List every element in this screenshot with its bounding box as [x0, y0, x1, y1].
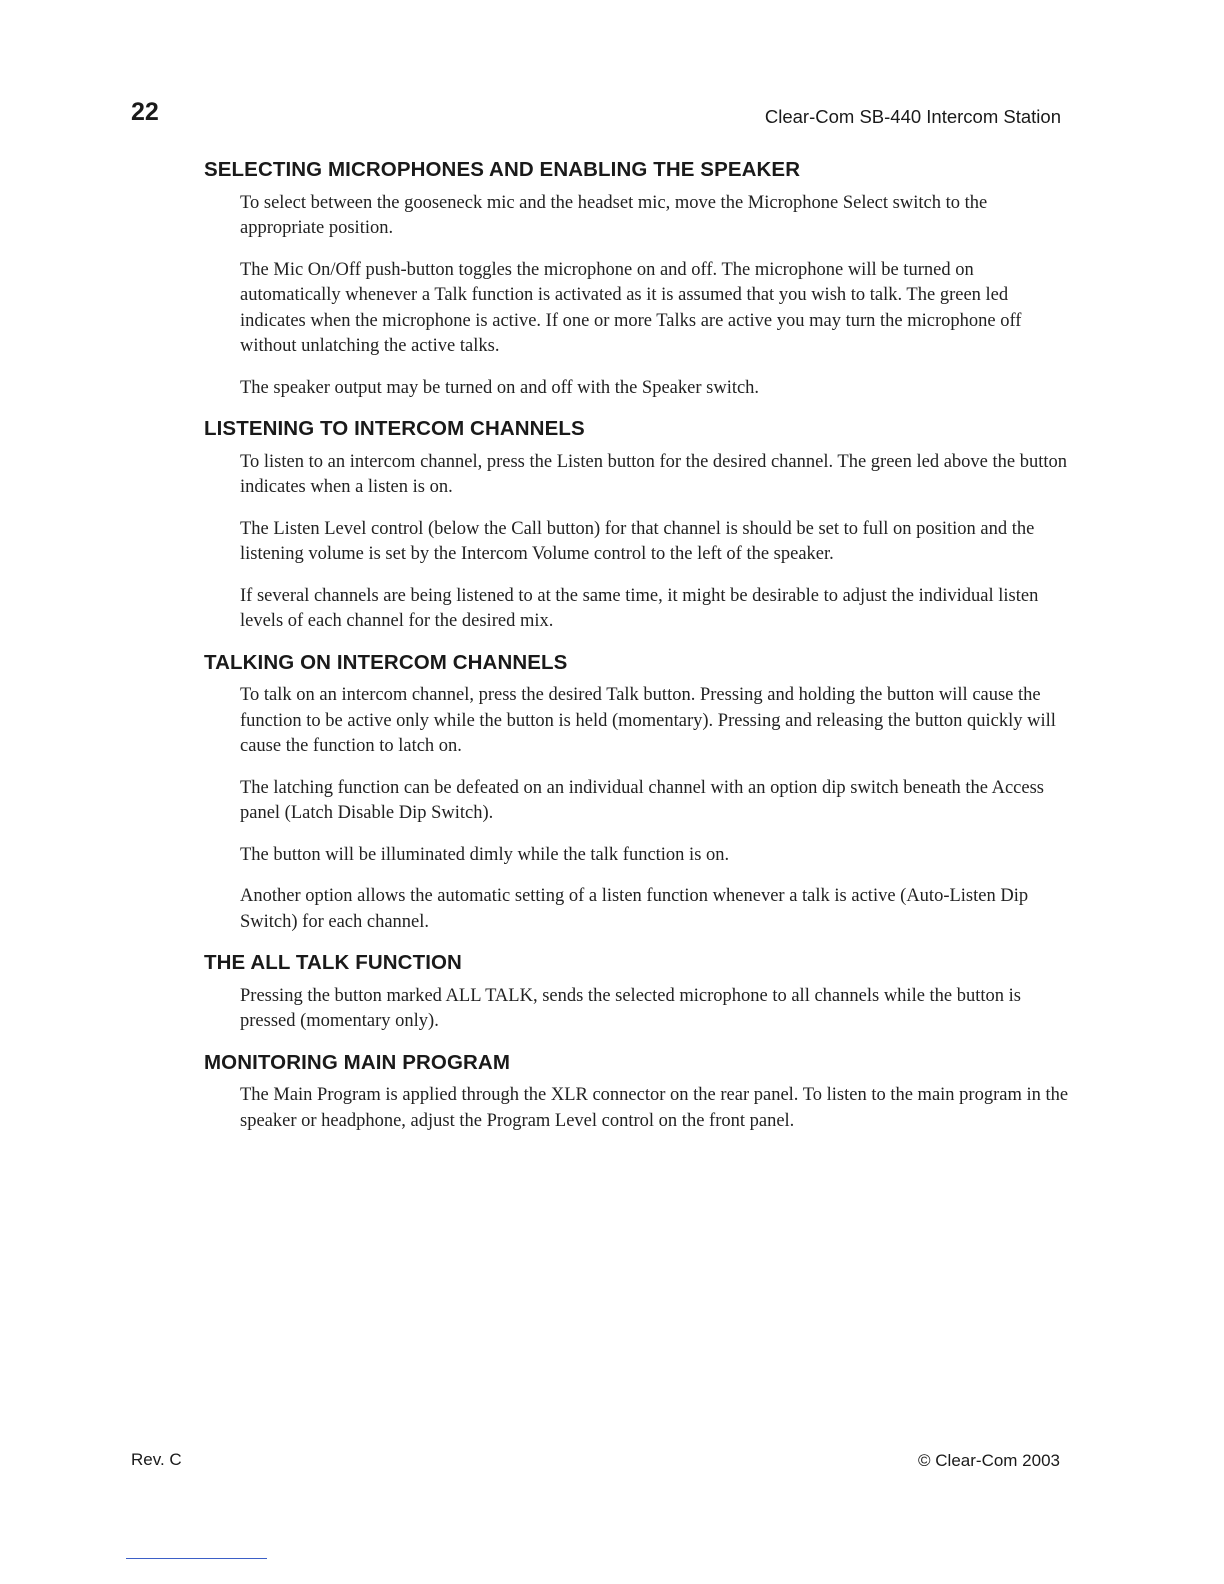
paragraph: If several channels are being listened to at the same time, it might be desirable to adjust the individual listen levels of each channel for the desired mix. [240, 585, 1039, 632]
paragraph: Another option allows the automatic setting of a listen function whenever a talk is active (Auto-Listen Dip Switch) for each channel. [240, 886, 1029, 932]
section-heading: MONITORING MAIN PROGRAM [204, 1050, 510, 1074]
section-body [240, 191, 1070, 402]
section-heading: SELECTING MICROPHONES AND ENABLING THE SPEAKER [204, 158, 801, 181]
paragraph: The button will be illuminated dimly while the talk function is on. [240, 844, 730, 865]
paragraph: The latching function can be defeated on an individual channel with an option dip switch beneath the Access panel (Latch Disable Dip Switch). [240, 777, 1044, 824]
paragraph: To listen to an intercom channel, press the Listen button for the desired channel. The green led above the button indicates when a listen is on. [240, 451, 1068, 498]
page-number: 22 [131, 98, 159, 126]
section-listening-channels [204, 417, 1074, 635]
section-body [240, 984, 1070, 1035]
section-all-talk [204, 951, 1074, 1035]
section-talking-channels [204, 651, 1074, 936]
running-title: Clear-Com SB-440 Intercom Station [764, 106, 1061, 127]
section-heading: THE ALL TALK FUNCTION [204, 951, 462, 975]
section-main-program [204, 1051, 1074, 1135]
paragraph: The speaker output may be turned on and off with the Speaker switch. [240, 377, 760, 398]
revision-label: Rev. C [131, 1450, 182, 1469]
copyright-notice: © Clear-Com 2003 [918, 1451, 1060, 1470]
section-heading: LISTENING TO INTERCOM CHANNELS [204, 417, 585, 441]
document-body [204, 158, 1074, 1150]
paragraph: The Listen Level control (below the Call button) for that channel is should be set to full on position and the listening volume is set by the Intercom Volume control to the left of the speaker. [240, 518, 1035, 565]
section-body [240, 450, 1070, 635]
paragraph: Pressing the button marked ALL TALK, sends the selected microphone to all channels while the button is pressed (momentary only). [240, 985, 1022, 1032]
paragraph: To talk on an intercom channel, press the desired Talk button. Pressing and holding the button will cause the function to be active only while the button is held (momentary). Pressing and releasing the button quickly will cause the function to latch on. [240, 685, 1056, 757]
paragraph: The Main Program is applied through the XLR connector on the rear panel. To listen to the main program in the speaker or headphone, adjust the Program Level control on the front panel. [240, 1085, 1069, 1131]
paragraph: The Mic On/Off push-button toggles the microphone on and off. The microphone will be turned on automatically whenever a Talk function is activated as it is assumed that you wish to talk. The green led indicates when the microphone is active. If one or more Talks are active you may turn the microphone off without unlatching the active talks. [240, 259, 1022, 357]
paragraph: To select between the gooseneck mic and the headset mic, move the Microphone Select switch to the appropriate position. [240, 192, 988, 239]
section-selecting-microphones [204, 158, 1074, 401]
section-body [240, 1083, 1070, 1134]
section-heading: TALKING ON INTERCOM CHANNELS [204, 650, 568, 674]
bottom-rule-divider [126, 1558, 267, 1559]
section-body [240, 683, 1070, 935]
